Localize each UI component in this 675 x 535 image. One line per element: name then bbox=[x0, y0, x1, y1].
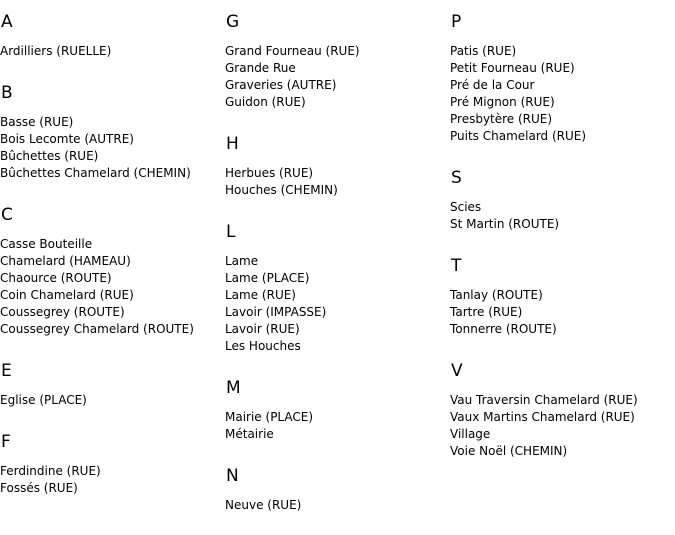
letter-heading: V bbox=[451, 361, 463, 381]
group-spacer bbox=[450, 233, 672, 256]
street-item bbox=[450, 321, 672, 338]
street-item bbox=[450, 426, 672, 443]
street-item bbox=[225, 287, 447, 304]
letter-heading: T bbox=[451, 256, 462, 276]
street-link[interactable]: Lavoir (IMPASSE) bbox=[225, 305, 327, 319]
street-link[interactable]: Chamelard (HAMEAU) bbox=[0, 254, 131, 268]
street-list bbox=[450, 287, 672, 338]
street-list bbox=[450, 43, 672, 145]
street-item bbox=[225, 182, 447, 199]
letter-heading: N bbox=[226, 466, 239, 486]
letter-heading: L bbox=[226, 222, 236, 242]
street-link[interactable]: Petit Fourneau (RUE) bbox=[450, 61, 575, 75]
street-item bbox=[225, 338, 447, 355]
street-link[interactable]: Graveries (AUTRE) bbox=[225, 78, 337, 92]
street-item bbox=[225, 321, 447, 338]
street-link[interactable]: Grand Fourneau (RUE) bbox=[225, 44, 360, 58]
letter-group-n bbox=[225, 466, 447, 514]
letter-group-c bbox=[0, 205, 222, 338]
letter-group-m bbox=[225, 378, 447, 443]
street-item bbox=[450, 199, 672, 216]
street-item bbox=[0, 321, 222, 338]
street-item bbox=[450, 77, 672, 94]
street-list bbox=[450, 392, 672, 460]
street-link[interactable]: Mairie (PLACE) bbox=[225, 410, 314, 424]
letter-group-p bbox=[450, 12, 672, 145]
street-list bbox=[0, 114, 222, 182]
street-link[interactable]: Bois Lecomte (AUTRE) bbox=[0, 132, 134, 146]
street-link[interactable]: Presbytère (RUE) bbox=[450, 112, 553, 126]
street-item bbox=[225, 165, 447, 182]
street-item bbox=[450, 111, 672, 128]
letter-group-s bbox=[450, 168, 672, 233]
street-link[interactable]: Pré de la Cour bbox=[450, 78, 535, 92]
street-item bbox=[225, 409, 447, 426]
group-spacer bbox=[450, 145, 672, 168]
street-link[interactable]: Coussegrey Chamelard (ROUTE) bbox=[0, 322, 194, 336]
group-spacer bbox=[225, 355, 447, 378]
street-item bbox=[0, 236, 222, 253]
group-spacer bbox=[225, 443, 447, 466]
letter-heading: F bbox=[1, 432, 11, 452]
street-list bbox=[225, 43, 447, 111]
letter-heading: P bbox=[451, 12, 462, 32]
street-link[interactable]: Les Houches bbox=[225, 339, 301, 353]
street-list bbox=[0, 463, 222, 497]
letter-heading: M bbox=[226, 378, 241, 398]
street-link[interactable]: Ardilliers (RUELLE) bbox=[0, 44, 112, 58]
group-spacer bbox=[0, 338, 222, 361]
letter-heading: G bbox=[226, 12, 240, 32]
street-link[interactable]: Chaource (ROUTE) bbox=[0, 271, 112, 285]
street-item bbox=[0, 114, 222, 131]
street-link[interactable]: Puits Chamelard (RUE) bbox=[450, 129, 587, 143]
street-item bbox=[0, 287, 222, 304]
street-link[interactable]: St Martin (ROUTE) bbox=[450, 217, 560, 231]
letter-group-t bbox=[450, 256, 672, 338]
street-link[interactable]: Lame (PLACE) bbox=[225, 271, 310, 285]
group-spacer bbox=[0, 182, 222, 205]
street-list bbox=[0, 392, 222, 409]
letter-group-h bbox=[225, 134, 447, 199]
letter-group-f bbox=[0, 432, 222, 497]
street-link[interactable]: Tanlay (ROUTE) bbox=[450, 288, 543, 302]
street-item bbox=[225, 60, 447, 77]
street-link[interactable]: Scies bbox=[450, 200, 482, 214]
street-item bbox=[450, 304, 672, 321]
street-link[interactable]: Vau Traversin Chamelard (RUE) bbox=[450, 393, 638, 407]
letter-heading: S bbox=[451, 168, 462, 188]
street-item bbox=[0, 131, 222, 148]
street-link[interactable]: Herbues (RUE) bbox=[225, 166, 314, 180]
index-column-3 bbox=[450, 12, 672, 460]
street-item bbox=[225, 94, 447, 111]
group-spacer bbox=[225, 199, 447, 222]
letter-group-g bbox=[225, 12, 447, 111]
street-link[interactable]: Pré Mignon (RUE) bbox=[450, 95, 555, 109]
group-spacer bbox=[225, 111, 447, 134]
street-list bbox=[450, 199, 672, 233]
street-item bbox=[0, 463, 222, 480]
street-link[interactable]: Lame (RUE) bbox=[225, 288, 296, 302]
street-link[interactable]: Basse (RUE) bbox=[0, 115, 74, 129]
street-link[interactable]: Ferdindine (RUE) bbox=[0, 464, 101, 478]
letter-heading: E bbox=[1, 361, 12, 381]
letter-group-e bbox=[0, 361, 222, 409]
street-item bbox=[450, 409, 672, 426]
street-item bbox=[0, 270, 222, 287]
street-item bbox=[450, 392, 672, 409]
letter-heading: C bbox=[1, 205, 13, 225]
street-list bbox=[225, 497, 447, 514]
street-list bbox=[225, 409, 447, 443]
street-list bbox=[0, 43, 222, 60]
street-item bbox=[225, 253, 447, 270]
street-item bbox=[0, 304, 222, 321]
letter-group-v bbox=[450, 361, 672, 460]
street-link[interactable]: Tonnerre (ROUTE) bbox=[450, 322, 557, 336]
street-item bbox=[225, 497, 447, 514]
street-link[interactable]: Houches (CHEMIN) bbox=[225, 183, 338, 197]
letter-group-b bbox=[0, 83, 222, 182]
index-column-2 bbox=[225, 12, 447, 514]
street-link[interactable]: Lavoir (RUE) bbox=[225, 322, 300, 336]
street-link[interactable]: Guidon (RUE) bbox=[225, 95, 306, 109]
street-link[interactable]: Coin Chamelard (RUE) bbox=[0, 288, 134, 302]
street-link[interactable]: Patis (RUE) bbox=[450, 44, 517, 58]
street-item bbox=[450, 443, 672, 460]
group-spacer bbox=[450, 338, 672, 361]
street-link[interactable]: Coussegrey (ROUTE) bbox=[0, 305, 125, 319]
street-link[interactable]: Voie Noël (CHEMIN) bbox=[450, 444, 568, 458]
street-item bbox=[450, 60, 672, 77]
street-link[interactable]: Tartre (RUE) bbox=[450, 305, 523, 319]
letter-heading: A bbox=[1, 12, 13, 32]
group-spacer bbox=[0, 60, 222, 83]
street-item bbox=[0, 43, 222, 60]
group-spacer bbox=[0, 409, 222, 432]
street-link[interactable]: Casse Bouteille bbox=[0, 237, 93, 251]
street-link[interactable]: Fossés (RUE) bbox=[0, 481, 78, 495]
street-item bbox=[450, 287, 672, 304]
street-item bbox=[0, 480, 222, 497]
letter-group-l bbox=[225, 222, 447, 355]
street-item bbox=[450, 43, 672, 60]
street-item bbox=[225, 77, 447, 94]
street-link[interactable]: Vaux Martins Chamelard (RUE) bbox=[450, 410, 635, 424]
street-item bbox=[450, 128, 672, 145]
letter-group-a bbox=[0, 12, 222, 60]
street-item bbox=[225, 270, 447, 287]
street-item bbox=[225, 43, 447, 60]
street-link[interactable]: Eglise (PLACE) bbox=[0, 393, 87, 407]
street-link[interactable]: Village bbox=[450, 427, 491, 441]
street-list bbox=[0, 236, 222, 338]
street-item bbox=[0, 392, 222, 409]
index-column-1 bbox=[0, 12, 222, 497]
street-item bbox=[0, 148, 222, 165]
street-item bbox=[450, 216, 672, 233]
street-link[interactable]: Lame bbox=[225, 254, 259, 268]
letter-heading: H bbox=[226, 134, 239, 154]
street-item bbox=[225, 426, 447, 443]
street-link[interactable]: Neuve (RUE) bbox=[225, 498, 302, 512]
street-link[interactable]: Bûchettes Chamelard (CHEMIN) bbox=[0, 166, 191, 180]
street-link[interactable]: Métairie bbox=[225, 427, 274, 441]
street-list bbox=[225, 253, 447, 355]
street-item bbox=[0, 253, 222, 270]
street-item bbox=[450, 94, 672, 111]
street-list bbox=[225, 165, 447, 199]
street-link[interactable]: Bûchettes (RUE) bbox=[0, 149, 99, 163]
street-link[interactable]: Grande Rue bbox=[225, 61, 296, 75]
street-item bbox=[0, 165, 222, 182]
street-item bbox=[225, 304, 447, 321]
letter-heading: B bbox=[1, 83, 13, 103]
